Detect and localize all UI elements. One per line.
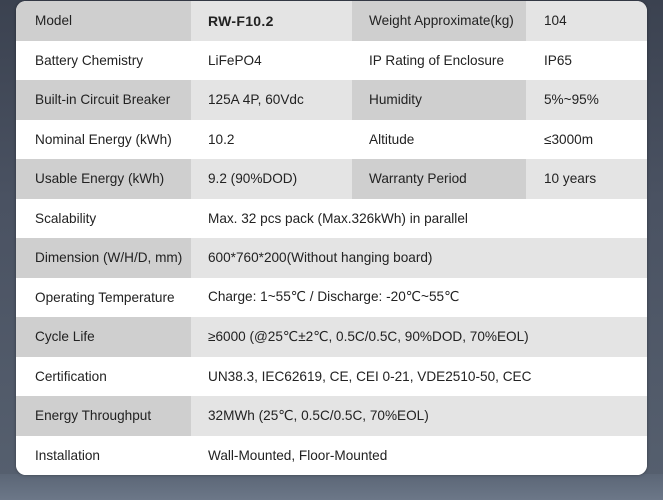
table-row-installation [16, 436, 647, 476]
nominal-energy-value: 10.2 [208, 131, 235, 147]
cycle-life-label: Cycle Life [16, 317, 191, 357]
usable-energy-value: 9.2 (90%DOD) [208, 171, 298, 187]
throughput-value: 32MWh (25℃, 0.5C/0.5C, 70%EOL) [208, 407, 429, 423]
table-row-cycle-life [16, 317, 647, 357]
altitude-value: ≤3000m [544, 131, 594, 147]
table-row-throughput [16, 396, 647, 436]
ip-rating-label: IP Rating of Enclosure [369, 52, 505, 68]
altitude-label: Altitude [369, 131, 415, 147]
throughput-label: Energy Throughput [16, 396, 191, 436]
table-row-usable-energy [16, 159, 647, 199]
dimension-value: 600*760*200(Without hanging board) [208, 250, 433, 266]
table-row-dimension [16, 238, 647, 278]
usable-energy-label: Usable Energy (kWh) [16, 159, 191, 199]
model-label: Model [16, 1, 191, 41]
certification-value: UN38.3, IEC62619, CE, CEI 0-21, VDE2510-50, CEC [208, 368, 532, 384]
table-row-nominal-energy [16, 120, 647, 160]
table-row-certification [16, 357, 647, 397]
warranty-label: Warranty Period [352, 159, 526, 199]
nominal-energy-label: Nominal Energy (kWh) [35, 131, 172, 147]
table-row-scalability [16, 199, 647, 239]
temperature-value: Charge: 1~55℃ / Discharge: -20℃~55℃ [208, 289, 460, 305]
installation-value: Wall-Mounted, Floor-Mounted [208, 447, 388, 463]
model-value: RW-F10.2 [208, 12, 274, 29]
breaker-label: Built-in Circuit Breaker [16, 80, 191, 120]
table-row-chemistry [16, 41, 647, 81]
weight-label: Weight Approximate(kg) [352, 1, 526, 41]
spec-table [16, 1, 647, 475]
table-row-breaker [16, 80, 647, 120]
background-band [0, 474, 663, 500]
humidity-label: Humidity [352, 80, 526, 120]
breaker-value: 125A 4P, 60Vdc [208, 92, 304, 108]
warranty-value: 10 years [544, 171, 597, 187]
cycle-life-value: ≥6000 (@25℃±2℃, 0.5C/0.5C, 90%DOD, 70%EOL) [208, 328, 529, 344]
weight-value: 104 [544, 13, 567, 29]
dimension-label: Dimension (W/H/D, mm) [16, 238, 191, 278]
ip-rating-value: IP65 [544, 52, 572, 68]
table-row-model [16, 1, 647, 41]
chemistry-label: Battery Chemistry [35, 52, 144, 68]
scalability-value: Max. 32 pcs pack (Max.326kWh) in parallel [208, 210, 468, 226]
certification-label: Certification [35, 368, 107, 384]
scalability-label: Scalability [35, 210, 97, 226]
chemistry-value: LiFePO4 [208, 52, 262, 68]
humidity-value: 5%~95% [544, 92, 599, 108]
table-row-temperature [16, 278, 647, 318]
temperature-label: Operating Temperature [35, 289, 175, 305]
installation-label: Installation [35, 447, 100, 463]
